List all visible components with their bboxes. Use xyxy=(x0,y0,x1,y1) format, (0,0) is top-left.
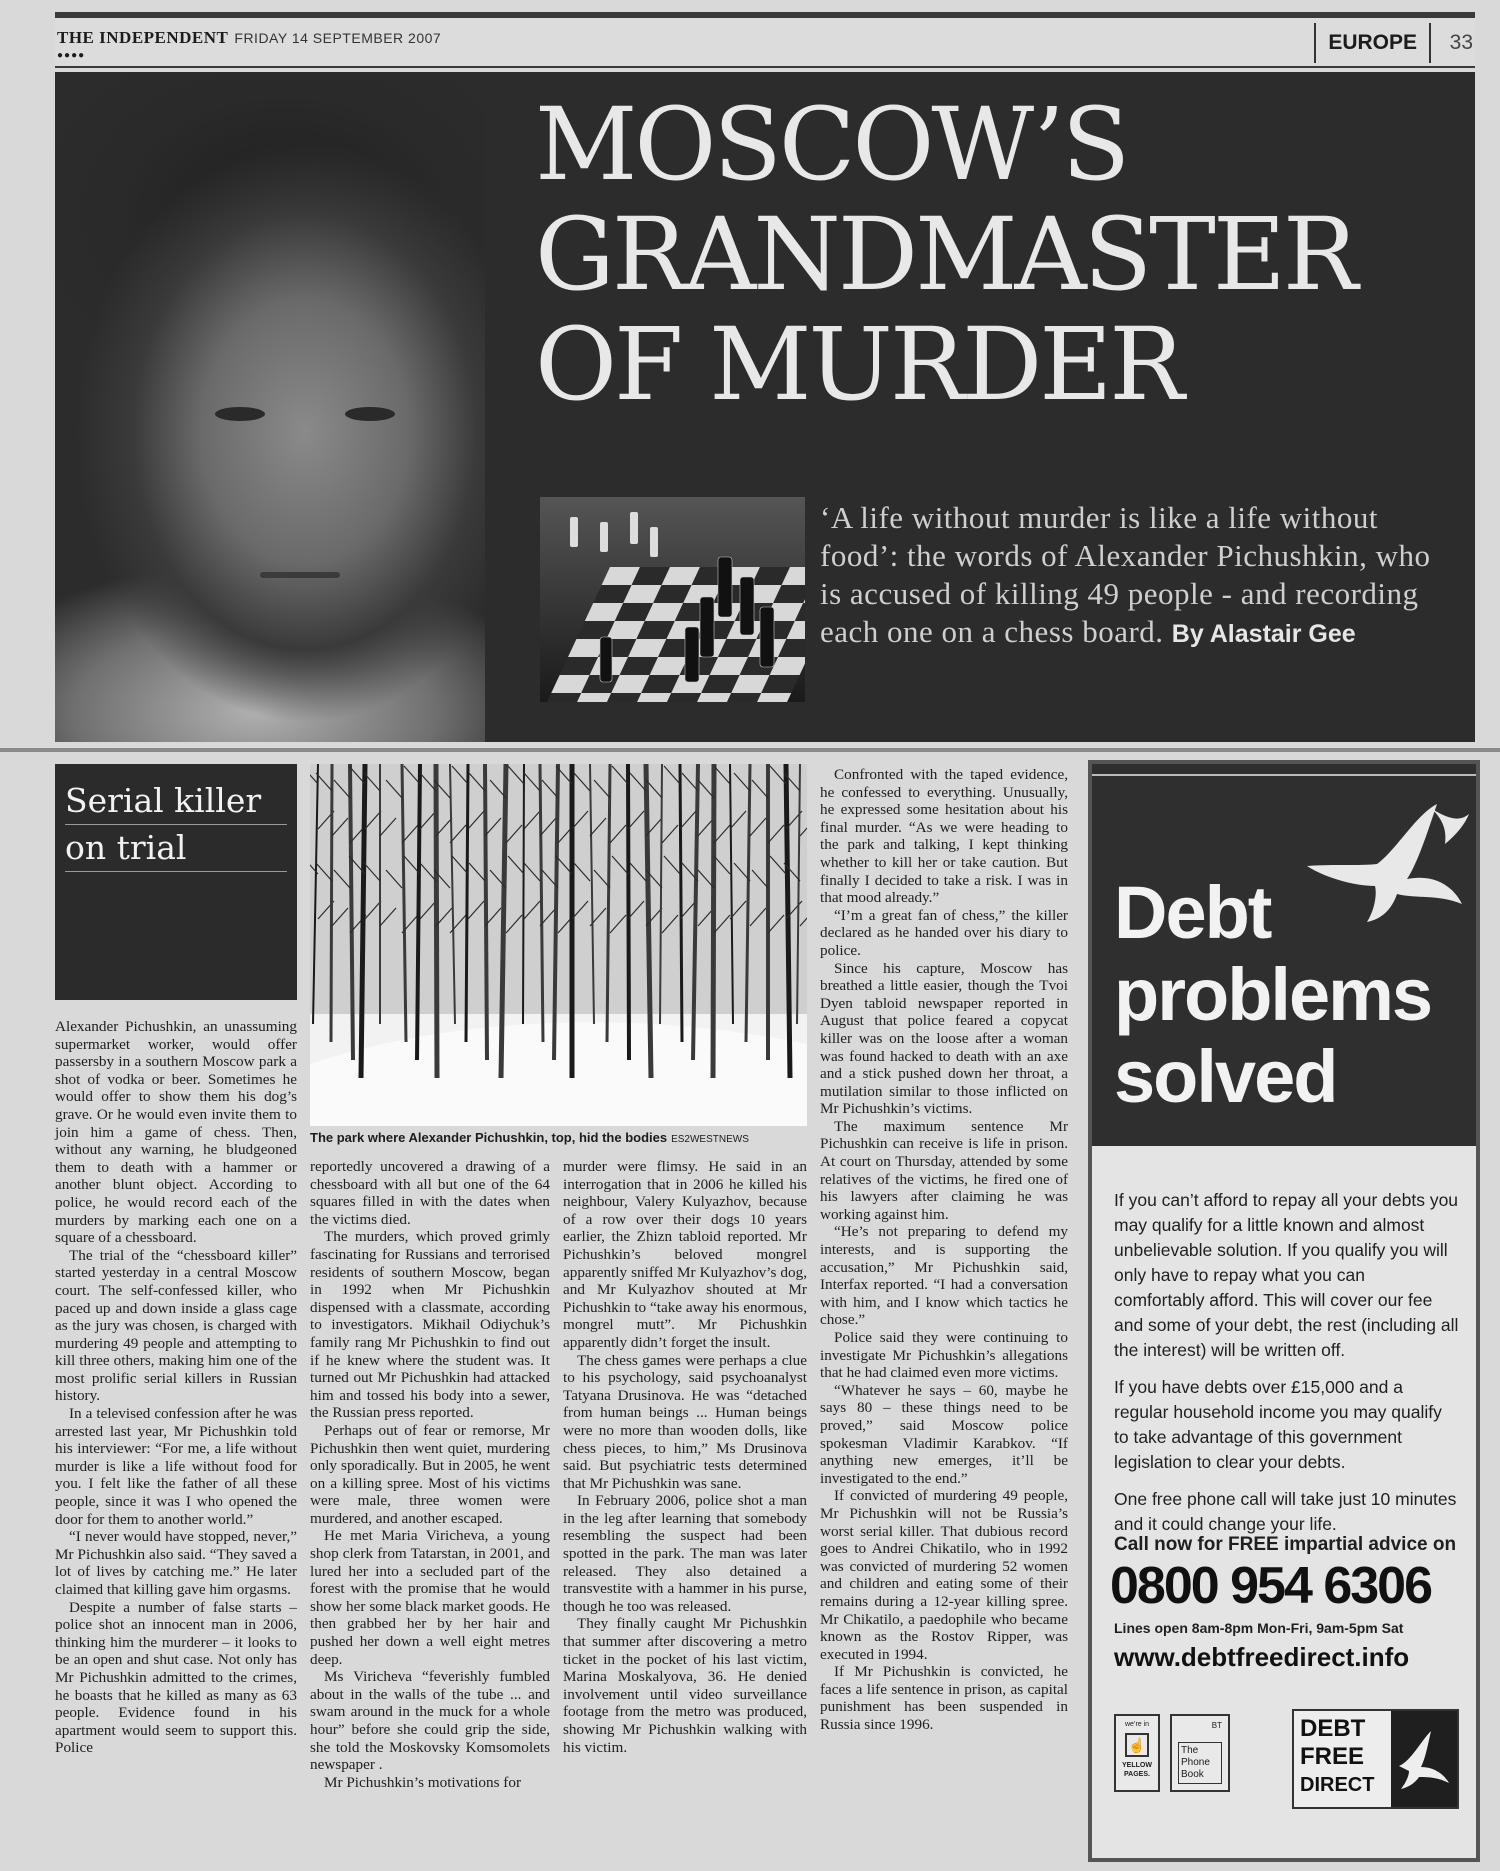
photo-credit: ES2WESTNEWS xyxy=(671,1134,749,1145)
debt-free-direct-logo xyxy=(1292,1709,1459,1809)
phone-book-logo xyxy=(1170,1714,1230,1792)
headline-line-3: OF MURDER xyxy=(535,306,1182,423)
paragraph: In a televised confession after he was arrested last year, Mr Pichushkin told his interviewer: “For me, a life without murder is like a life without food for you. I felt like the father of all these people, since it was I who opened the door for them to another world.” xyxy=(55,1405,297,1528)
ad-website: www.debtfreedirect.info xyxy=(1114,1642,1410,1672)
ad-headline xyxy=(1114,872,1431,1118)
ad-paragraph: If you have debts over £15,000 and a regular household income you may qualify to take advantage of this government legislation to clear your debts. xyxy=(1114,1377,1442,1472)
ad-paragraph: One free phone call will take just 10 minutes and it could change your life. xyxy=(1114,1489,1457,1534)
paragraph: Mr Pichushkin’s motivations for xyxy=(324,1773,522,1791)
ad-opening-hours: Lines open 8am-8pm Mon-Fri, 9am-5pm Sat xyxy=(1114,1620,1404,1636)
photo-caption xyxy=(310,1130,807,1145)
yellow-pages-logo xyxy=(1114,1714,1160,1792)
ad-rule xyxy=(1092,774,1476,776)
paragraph: “I never would have stopped, never,” Mr Pichushkin also said. “They saved a lot of lives by catching me.” He later claimed that killing gave him orgasms. xyxy=(55,1528,297,1598)
kicker-line-2: on trial xyxy=(65,825,287,872)
advertisement xyxy=(1088,760,1480,1862)
paragraph: murder were flimsy. He said in an interrogation that in 2006 he killed his neighbour, Valery Kulyazhov, because of a row over their dogs 10 years earlier, the Zhizn tabloid reported. Mr Pichushkin’s beloved mongrel apparently sniffed Mr Kulyazhov’s dog, and Mr Kulyazhov shouted at Mr Pichushkin to “take away his enormous, mongrel mutt”. Mr Pichushkin apparently didn’t forget the insult. xyxy=(563,1158,807,1351)
paragraph: The trial of the “chessboard killer” started yesterday in a central Moscow court. The self-confessed killer, who paced up and down inside a glass cage as the jury was chosen, is charged with murdering 49 people and attempting to kill three others, making him one of the most prolific serial killers in Russian history. xyxy=(55,1246,297,1405)
kicker-line-1: Serial killer xyxy=(65,778,287,825)
article-column-1 xyxy=(55,1018,297,1757)
paragraph: reportedly uncovered a drawing of a chessboard with all but one of the 64 squares filled in with the dates when the victims died. xyxy=(310,1158,550,1228)
byline: By Alastair Gee xyxy=(1171,620,1356,648)
tree-trunk xyxy=(713,764,714,1078)
walking-fingers-icon: ☝ xyxy=(1125,1733,1149,1757)
section-divider xyxy=(0,748,1500,752)
tree-trunk xyxy=(628,764,629,1060)
headline-line-2: GRANDMASTER xyxy=(535,196,1356,313)
headline xyxy=(535,86,1455,423)
article-column-2 xyxy=(310,1158,550,1791)
paragraph: The chess games were perhaps a clue to his psychology, said psychoanalyst Tatyana Drusinova. He was “detached from human beings ... Human beings were no more than wooden dolls, like chess pieces, to him,” Ms Drusinova said. But psychiatric tests determined that Mr Pichushkin was sane. xyxy=(563,1351,807,1492)
bt-mark: BT xyxy=(1211,1721,1222,1730)
paragraph: “Whatever he says – 60, maybe he says 80 – these things need to be proved,” said Moscow police spokesman Vladimir Karabkov. “If anything new emerges, it’ll be investigated to the end.” xyxy=(820,1381,1068,1487)
ad-headline-line-3: solved xyxy=(1114,1035,1337,1118)
tree-trunk xyxy=(485,764,487,1060)
page-number: 33 xyxy=(1449,31,1473,54)
paragraph: He met Maria Viricheva, a young shop clerk from Tatarstan, in 2001, and lured her into a secluded part of the forest with the promise that he would show her some black market goods. He then grabbed her by her hair and pushed her down a well eight metres deep. xyxy=(310,1527,550,1668)
standfirst xyxy=(820,499,1450,653)
logo-word-1: DEBT xyxy=(1300,1715,1366,1742)
ad-paragraph: If you can’t afford to repay all your debts you may qualify for a little known and almost unbelievable solution. If you qualify you will only have to repay what you can comfortably afford. This will cover our fee and some of your debt, the rest (including all the interest) will be written off. xyxy=(1114,1190,1459,1360)
logo-word-2: FREE xyxy=(1300,1743,1365,1770)
section-label: EUROPE xyxy=(1314,23,1431,63)
yellow-pages-tagline: we’re in xyxy=(1124,1721,1150,1728)
paragraph: Perhaps out of fear or remorse, Mr Pichushkin then went quiet, murdering only sporadically. But in 2005, he went on a killing spree. Most of his victims were male, three women were murdered, and another escaped. xyxy=(310,1421,550,1527)
ad-headline-line-1: Debt xyxy=(1114,871,1271,954)
tree-trunk xyxy=(466,764,468,1042)
paragraph: Ms Viricheva “feverishly fumbled about in the walls of the tube ... and swam around in the muck for a whole hour” before she could grip the side, she told the Moskovsky Komsomolets newspaper . xyxy=(310,1668,550,1774)
issue-date: FRIDAY 14 SEPTEMBER 2007 xyxy=(234,30,442,46)
masthead xyxy=(55,12,1475,68)
portrait-photo xyxy=(55,72,485,742)
yellow-pages-name: YELLOW PAGES. xyxy=(1122,1762,1152,1778)
paragraph: Despite a number of false starts – police shot an innocent man in 2006, thinking him the murderer – it looks to be an open and shut case. Not only has Mr Pichushkin admitted to the crimes, he boasts that he killed as many as 63 people. Evidence found in his apartment would seem to support this. Police xyxy=(55,1598,297,1757)
standfirst-text: ‘A life without murder is like a life without food’: the words of Alexander Pichushkin, who is accused of killing 49 people - and recording each one on a chess board. xyxy=(820,500,1431,649)
logo-word-3: DIRECT xyxy=(1300,1774,1375,1796)
paragraph: Confronted with the taped evidence, he confessed to everything. Unusually, he expressed some hesitation about his final murder. “As we were heading to the park and talking, I kept thinking whether to kill her or take caution. But finally I decided to take a risk. I was in that mood already.” xyxy=(820,766,1068,907)
headline-line-1: MOSCOW’S xyxy=(535,86,1128,203)
edition-dots: ●●●● xyxy=(57,50,86,61)
tree-trunk xyxy=(436,764,437,1078)
portrait-eye-right xyxy=(345,407,395,421)
tree-trunk xyxy=(680,764,682,1042)
ad-call-to-action: Call now for FREE impartial advice on xyxy=(1114,1534,1457,1555)
paragraph: In February 2006, police shot a man in the leg after learning that somebody resembling the suspect had been spotted in the park. The man was later released. They also detained a transvestite with a hammer in his purse, though he too was released. xyxy=(563,1492,807,1615)
paragraph: They finally caught Mr Pichushkin that summer after discovering a metro ticket in the pocket of his last victim, Marina Moskalyova, 36. He denied involvement until video surveillance footage from the metro was produced, showing Mr Pichushkin walking with his victim. xyxy=(563,1615,807,1756)
kicker-box xyxy=(55,764,297,1000)
paragraph: Alexander Pichushkin, an unassuming supermarket worker, would offer passersby in a southern Moscow park a shot of vodka or beer. Sometimes he would offer to show them his dog’s grave. Or he would even invite them to join him a game of chess. Then, without any warning, he bludgeoned them to death with a hammer or another blunt object. According to police, he would record each of the murders by marking each one on a square of a chessboard. xyxy=(55,1018,297,1247)
caption-text: The park where Alexander Pichushkin, top, hid the bodies xyxy=(310,1130,668,1145)
park-photo xyxy=(310,764,807,1126)
paragraph: If convicted of murdering 49 people, Mr Pichushkin will not be Russia’s worst serial killer. That dubious record goes to Andrei Chikatilo, who in 1992 was convicted of murdering 52 women and children and eating some of their remains during a 12-year killing spree. Mr Chikatilo, a paedophile who became known as the Rostov Ripper, was executed in 1994. xyxy=(820,1487,1068,1663)
paragraph: Since his capture, Moscow has breathed a little easier, though the Tvoi Dyen tabloid newspaper reported in August that police feared a copycat killer was on the loose after a woman was found hacked to death with an axe and a stick pushed down her throat, a mutilation similar to those inflicted on Mr Pichushkin’s victims. xyxy=(820,959,1068,1118)
ad-headline-line-2: problems xyxy=(1114,953,1432,1036)
article-column-4 xyxy=(820,766,1068,1734)
paragraph: If Mr Pichushkin is convicted, he faces a life sentence in prison, as capital punishment has been suspended in Russia since 1996. xyxy=(820,1663,1068,1734)
paragraph: “He’s not preparing to defend my interests, and is supporting the accusation,” Mr Pichushkin said, Interfax reported. “I had a conversation with him, and I know which tactics he chose.” xyxy=(820,1223,1068,1329)
debt-free-direct-wordmark xyxy=(1300,1715,1374,1799)
ad-phone-number: 0800 954 6306 xyxy=(1110,1557,1432,1615)
portrait-eye-left xyxy=(215,407,265,421)
masthead-left xyxy=(57,28,441,48)
newspaper-name: THE INDEPENDENT xyxy=(57,28,229,47)
paragraph: Police said they were continuing to investigate Mr Pichushkin’s allegations that he had claimed even more victims. xyxy=(820,1329,1068,1382)
article-column-3 xyxy=(563,1158,807,1756)
phone-book-name: The Phone Book xyxy=(1178,1742,1222,1784)
tree-trunk xyxy=(331,764,332,1042)
ad-body xyxy=(1114,1188,1459,1549)
ad-header-panel xyxy=(1092,764,1476,1164)
tree-trunk xyxy=(523,764,524,1024)
portrait-mouth xyxy=(260,572,340,578)
paragraph: The murders, which proved grimly fascinating for Russians and terrorised residents of southern Moscow, began in 1992 when Mr Pichushkin dispensed with a classmate, according to investigators. Mikhail Odiychuk’s family rang Mr Pichushkin to find out if he knew where the student was. It turned out Mr Pichushkin had attacked him and tossed his body into a sewer, the Russian press reported. xyxy=(310,1228,550,1422)
paragraph: “I’m a great fan of chess,” the killer declared as he handed over his diary to police. xyxy=(820,906,1068,959)
hero-banner xyxy=(55,72,1475,742)
paragraph: The maximum sentence Mr Pichushkin can receive is life in prison. At court on Thursday, attended by some relatives of the victims, he fired one of his lawyers after claiming he was working against him. xyxy=(820,1117,1068,1223)
chessboard-photo xyxy=(540,497,805,702)
logo-seagull-icon xyxy=(1391,1711,1457,1807)
